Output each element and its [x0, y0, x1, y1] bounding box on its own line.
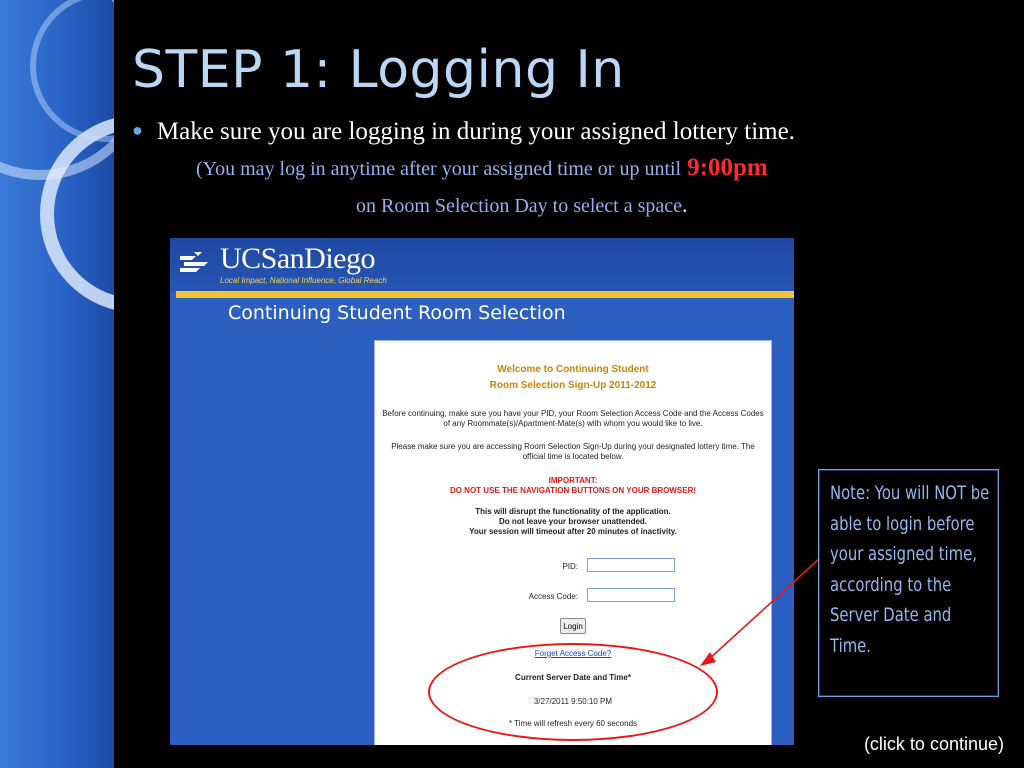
deadline-time: 9:00pm: [687, 154, 768, 181]
bullet-dot-icon: ●: [132, 120, 143, 140]
note-callout: [818, 469, 999, 697]
ucsd-header: [170, 238, 794, 292]
intro-text: of any Roommate(s)/Apartment-Mate(s) with whom you would like to live.: [443, 419, 703, 428]
welcome-heading: Room Selection Sign-Up 2011-2012: [489, 380, 657, 391]
welcome-heading: Welcome to Continuing Student: [497, 364, 649, 375]
sub-note-text: on Room Selection Day to select a space: [356, 195, 683, 217]
access-code-label: Access Code:: [528, 592, 578, 601]
forgot-access-code-link[interactable]: Forget Access Code?: [534, 649, 612, 658]
sub-note-period: .: [682, 192, 688, 217]
app-title: Continuing Student Room Selection: [228, 302, 566, 324]
warning-text: Your session will timeout after 20 minutes of inactivity.: [469, 527, 677, 536]
slide-title: STEP 1: Logging In: [132, 40, 625, 100]
server-time-value: 3/27/2011 9:50:10 PM: [533, 697, 613, 706]
sub-note-line: [356, 192, 688, 218]
warning-text: This will disrupt the functionality of the application.: [475, 507, 671, 516]
sub-note-text: (You may log in anytime after your assigned time or up until: [196, 158, 682, 180]
gold-divider: [176, 291, 794, 298]
bullet-item: [132, 118, 795, 146]
click-to-continue[interactable]: (click to continue): [863, 734, 1004, 754]
intro-text: Before continuing, make sure you have your PID, your Room Selection Access Code and the Access Codes: [382, 409, 764, 418]
decorative-side-band: [0, 0, 114, 768]
refresh-note: * Time will refresh every 60 seconds: [508, 719, 638, 728]
important-warning: DO NOT USE THE NAVIGATION BUTTONS ON YOUR BROWSER!: [449, 486, 697, 495]
warning-text: Do not leave your browser unattended.: [498, 517, 648, 526]
server-time-label: Current Server Date and Time*: [515, 673, 631, 682]
highlight-ellipse: [428, 643, 718, 741]
lottery-text: official time is located below.: [522, 452, 624, 461]
sub-note-line: [196, 154, 768, 182]
login-button[interactable]: Login: [560, 618, 586, 634]
bullet-text: Make sure you are logging in during your assigned lottery time.: [156, 118, 795, 145]
ucsd-trident-logo-icon: [178, 250, 218, 274]
lottery-text: Please make sure you are accessing Room Selection Sign-Up during your designated lottery time. The: [391, 442, 755, 451]
important-label: IMPORTANT:: [548, 476, 598, 485]
ucsd-tagline: Local Impact, National Influence, Global Reach: [220, 276, 387, 285]
access-code-input[interactable]: [587, 588, 675, 602]
pid-input[interactable]: [587, 558, 675, 572]
ucsd-logo-text: UCSanDiego: [220, 242, 375, 275]
note-text: Note: You will NOT be able to login before your assigned time, according to the Server Date and Time.: [830, 482, 990, 657]
pid-label: PID:: [562, 562, 578, 571]
